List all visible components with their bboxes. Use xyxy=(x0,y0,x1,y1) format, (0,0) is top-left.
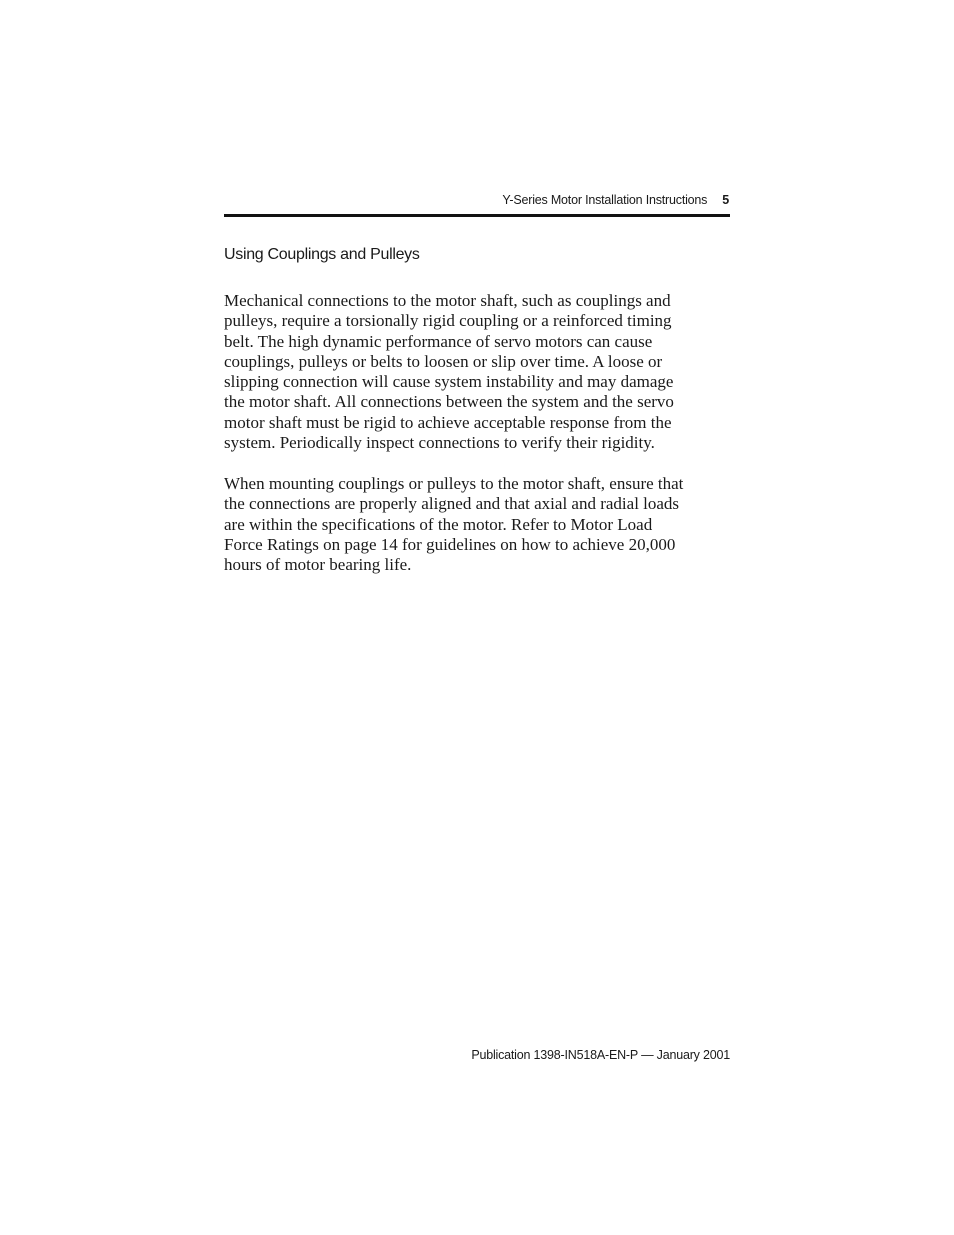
text-line: the motor shaft. All connections between the system and the servo xyxy=(224,392,674,412)
paragraph-1 xyxy=(224,291,730,453)
text-line: When mounting couplings or pulleys to the motor shaft, ensure that xyxy=(224,474,684,493)
page-number: 5 xyxy=(722,193,729,207)
text-line: belt. The high dynamic performance of servo motors can cause xyxy=(224,331,653,351)
text-line: Mechanical connections to the motor shaft, such as couplings and xyxy=(224,291,671,310)
text-line: Force Ratings on page 14 for guidelines on how to achieve 20,000 xyxy=(224,534,676,554)
header-rule xyxy=(224,214,730,217)
text-line: are within the specifications of the motor. Refer to Motor Load xyxy=(224,514,653,534)
paragraph-2 xyxy=(224,474,730,575)
publication-footer: Publication 1398-IN518A-EN-P — January 2001 xyxy=(471,1048,730,1062)
page-header xyxy=(224,190,730,210)
text-line: the connections are properly aligned and that axial and radial loads xyxy=(224,494,680,514)
section-heading: Using Couplings and Pulleys xyxy=(224,246,420,263)
text-line: system. Periodically inspect connections to verify their rigidity. xyxy=(224,433,655,453)
document-title: Y-Series Motor Installation Instructions xyxy=(502,193,708,207)
text-line: hours of motor bearing life. xyxy=(224,555,412,575)
text-line: motor shaft must be rigid to achieve acceptable response from the xyxy=(224,412,672,432)
text-line: pulleys, require a torsionally rigid coupling or a reinforced timing xyxy=(224,311,672,331)
text-line: couplings, pulleys or belts to loosen or slip over time. A loose or xyxy=(224,351,663,371)
text-line: slipping connection will cause system instability and may damage xyxy=(224,372,674,392)
